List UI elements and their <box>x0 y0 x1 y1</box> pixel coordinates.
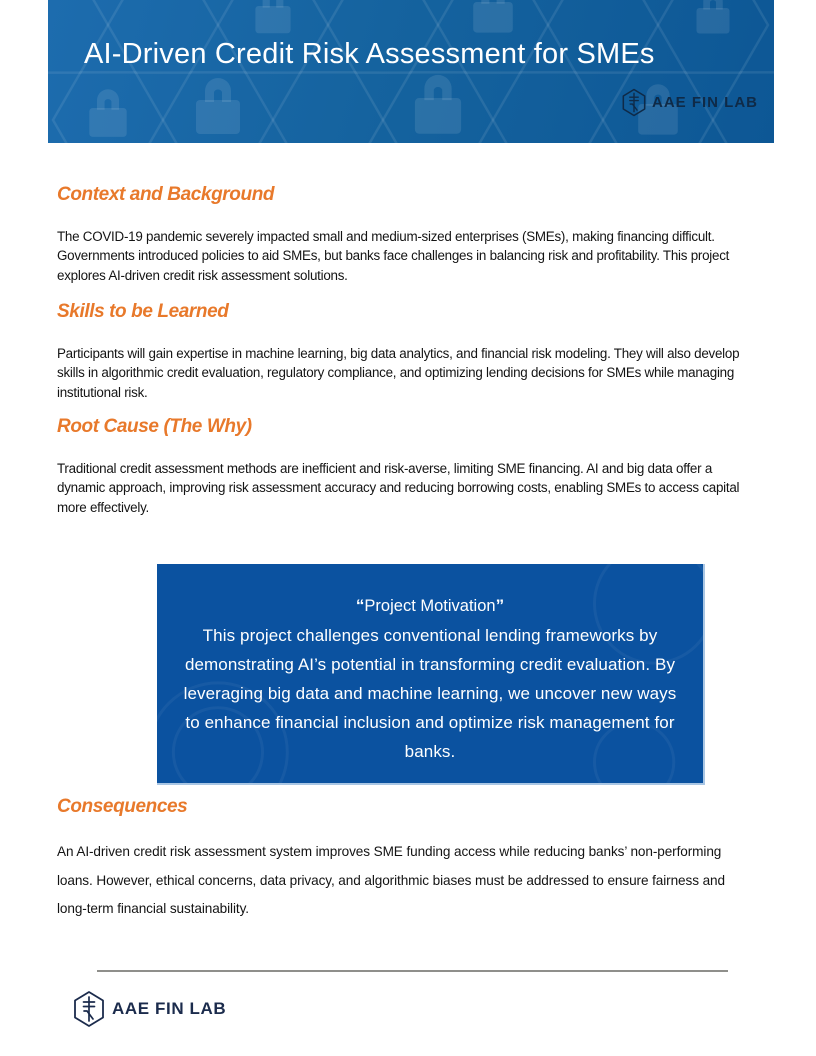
section-body-skills: Participants will gain expertise in machine learning, big data analytics, and financial risk modeling. They will also develop skills in algorithmic credit evaluation, regulatory compliance, and optimizing lending decisions for SMEs while managing institutional risk. <box>57 346 740 400</box>
close-quote-mark: ” <box>495 596 505 615</box>
header-logo <box>621 88 758 117</box>
section-body-context: The COVID-19 pandemic severely impacted small and medium-sized enterprises (SMEs), making financing difficult. Governments introduced policies to aid SMEs, but banks face challenges in balancing risk and profitability. This project explores AI-driven credit risk assessment solutions. <box>57 229 730 283</box>
quote-title: Project Motivation <box>364 597 496 615</box>
open-quote-mark: “ <box>355 596 365 615</box>
quote-body: This project challenges conventional lending frameworks by demonstrating AI’s potential in transforming credit evaluation. By leveraging big data and machine learning, we uncover new ways to enhance financial inclusion and optimize risk management for banks. <box>183 626 677 761</box>
section-body-root-cause: Traditional credit assessment methods are inefficient and risk-averse, limiting SME financing. AI and big data offer a dynamic approach, improving risk assessment accuracy and reducing borrowing costs, enabling SMEs to access capital more effectively. <box>57 461 740 515</box>
header-logo-text: AAE FIN LAB <box>652 94 758 111</box>
header-banner <box>48 0 774 143</box>
security-hexagon-lock-pattern <box>48 0 774 143</box>
section-heading-context: Context and Background <box>57 184 275 205</box>
quote-content <box>157 564 703 766</box>
project-motivation-quote-box <box>157 564 705 785</box>
page-title: AI-Driven Credit Risk Assessment for SMEs <box>84 38 655 70</box>
footer-divider <box>97 970 728 972</box>
section-body-consequences: An AI-driven credit risk assessment system improves SME funding access while reducing banks’ non-performing loans. However, ethical concerns, data privacy, and algorithmic biases must be addressed to ensure fairness and long-term financial sustainability. <box>57 844 725 916</box>
section-heading-root-cause: Root Cause (The Why) <box>57 416 252 437</box>
hexagon-rupee-icon <box>72 990 106 1028</box>
hexagon-rupee-icon <box>621 88 647 117</box>
footer-logo <box>72 990 226 1028</box>
quote-title-line <box>183 591 677 621</box>
section-heading-consequences: Consequences <box>57 796 188 817</box>
footer-logo-text: AAE FIN LAB <box>112 999 227 1018</box>
section-heading-skills: Skills to be Learned <box>57 301 229 322</box>
